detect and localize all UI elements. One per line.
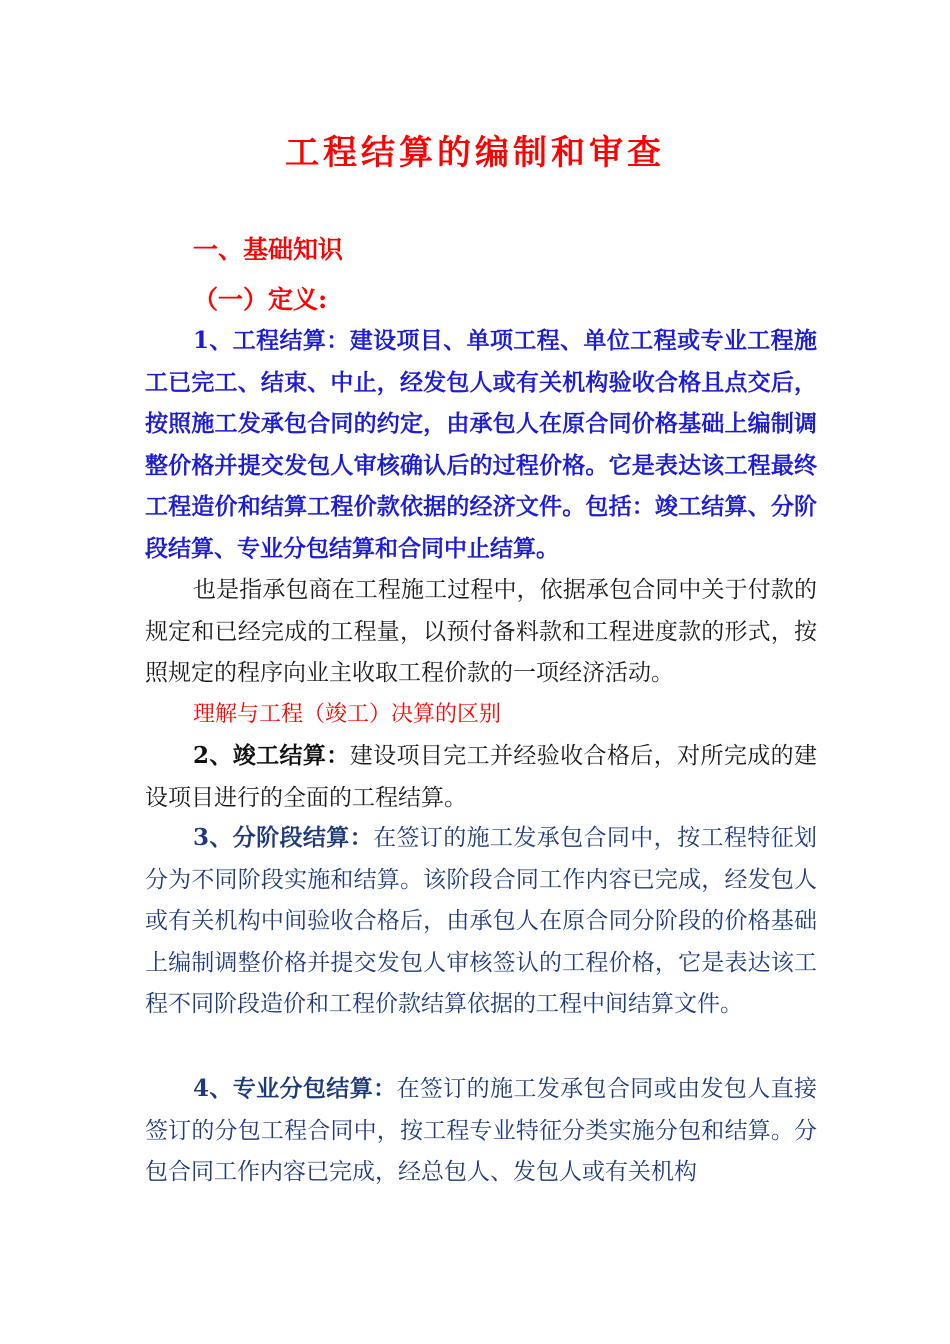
definition-paragraph-settlement: 1、工程结算：建设项目、单项工程、单位工程或专业工程施工已完工、结束、中止，经发包人或有关机构验收合格且点交后，按照施工发承包合同的约定，由承包人在原合同价格基础上编制调整价格并提交发包人审核确认后的过程价格。它是表达该工程最终工程造价和结算工程价款依据的经济文件。包括：竣工结算、分阶段结算、专业分包结算和合同中止结算。 [145,327,817,562]
section-heading-basics: 一、基础知识 [193,235,344,264]
definition-paragraph-phased-settlement [145,817,817,1026]
item-text-subcontract-settlement: 在签订的施工发承包合同或由发包人直接签订的分包工程合同中，按工程专业特征分类实施分包和结算。分包合同工作内容已完成，经总包人、发包人或有关机构 [145,1076,817,1185]
document-title: 工程结算的编制和审查 [285,133,665,173]
paragraph-also-refers: 也是指承包商在工程施工过程中，依据承包合同中关于付款的规定和已经完成的工程量，以预付备料款和工程进度款的形式，按照规定的程序向业主收取工程价款的一项经济活动。 [145,577,817,686]
item-label-phased-settlement: 3、分阶段结算： [193,824,374,851]
item-label-completion-settlement: 2、竣工结算： [193,742,350,769]
item-label-subcontract-settlement: 4、专业分包结算： [193,1075,397,1102]
note-difference-final-accounts: 理解与工程（竣工）决算的区别 [193,702,502,727]
item-text-phased-settlement: 在签订的施工发承包合同中，按工程特征划分为不同阶段实施和结算。该阶段合同工作内容已完成，经发包人或有关机构中间验收合格后，由承包人在原合同分阶段的价格基础上编制调整价格并提交发包人审核签认的工程价格，它是表达该工程不同阶段造价和工程价款结算依据的工程中间结算文件。 [145,825,817,1017]
item-text-completion-settlement: 建设项目完工并经验收合格后，对所完成的建设项目进行的全面的工程结算。 [145,743,817,811]
definition-paragraph-completion-settlement [145,735,817,819]
definition-paragraph-subcontract-settlement [145,1068,817,1194]
subsection-heading-definition: （一）定义: [193,285,328,314]
